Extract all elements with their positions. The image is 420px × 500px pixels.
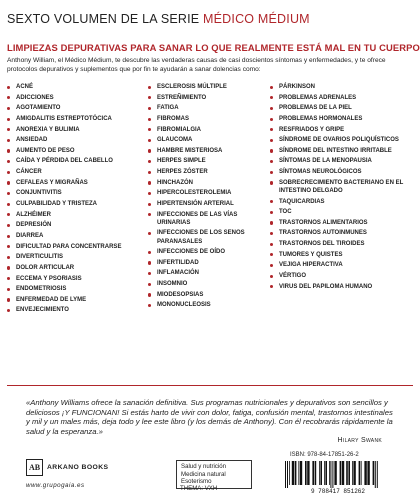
condition-item: SÍNTOMAS NEUROLÓGICOS (270, 168, 417, 176)
condition-item: GLAUCOMA (148, 136, 270, 144)
condition-item: DEPRESIÓN (7, 221, 148, 229)
condition-item: ESTREÑIMIENTO (148, 94, 270, 102)
testimonial-quote: «Anthony Williams ofrece la sanación definitiva. Sus programas nutricionales y depurativos son sencillos y deliciosos ¡Y FUNCIONAN! Si estás harto de vivir con dolor, fatiga, confusión mental, trastornos intestinales y mil y un males más, deja todo y lee este libro (y los demás de Anthony). Con él recobrarás rápidamente la salud y la esperanza.» (26, 398, 393, 436)
condition-item: AUMENTO DE PESO (7, 147, 148, 155)
condition-item: ENDOMETRIOSIS (7, 285, 148, 293)
condition-item: HINCHAZÓN (148, 179, 270, 187)
condition-item: TRASTORNOS AUTOINMUNES (270, 229, 417, 237)
series-prefix: SEXTO VOLUMEN DE LA SERIE (7, 12, 200, 26)
barcode-bar (312, 461, 314, 485)
condition-item: PÁRKINSON (270, 83, 417, 91)
barcode-bar (375, 461, 376, 488)
thema-code: THEMA: VXH (180, 485, 218, 492)
condition-item: TRASTORNOS DEL TIROIDES (270, 240, 417, 248)
condition-item: RESFRIADOS Y GRIPE (270, 126, 417, 134)
barcode-bar (352, 461, 353, 485)
category-item: Esoterismo (181, 478, 212, 486)
condition-item: CONJUNTIVITIS (7, 189, 148, 197)
category-item: Medicina natural (181, 470, 226, 478)
conditions-list (7, 83, 417, 317)
conditions-column-2 (148, 83, 270, 317)
condition-item: MIODESOPSIAS (148, 291, 270, 299)
barcode-bar (361, 461, 362, 485)
category-item: Salud y nutrición (181, 463, 227, 470)
condition-item: DIVERTICULITIS (7, 253, 148, 261)
barcode-bar (359, 461, 361, 485)
barcode-bar (292, 461, 294, 485)
condition-item: PROBLEMAS ADRENALES (270, 94, 417, 102)
barcode-bar (342, 461, 344, 485)
barcode-bar (319, 461, 320, 485)
condition-item: ESCLEROSIS MÚLTIPLE (148, 83, 270, 91)
barcode-bar (348, 461, 350, 485)
barcode-bar (320, 461, 322, 485)
barcode-digits: 9 788417 851262 (310, 488, 366, 494)
condition-item: TOC (270, 208, 417, 216)
condition-item: INFECCIONES DE LOS SENOS PARANASALES (148, 229, 270, 245)
condition-item: VIRUS DEL PAPILOMA HUMANO (270, 283, 417, 291)
condition-item: INFECCIONES DE OÍDO (148, 248, 270, 256)
barcode (279, 461, 397, 494)
barcode-bar (340, 461, 342, 485)
barcode-bar (367, 461, 369, 485)
barcode-bar (287, 461, 288, 488)
barcode-bar (330, 461, 331, 488)
quote-author: Hilary Swank (337, 437, 382, 444)
condition-item: HERPES SIMPLE (148, 157, 270, 165)
condition-item: DIARREA (7, 232, 148, 240)
headline: LIMPIEZAS DEPURATIVAS PARA SANAR LO QUE REALMENTE ESTÁ MAL EN TU CUERPO (7, 42, 420, 53)
condition-item: FIBROMIALGIA (148, 126, 270, 134)
condition-item: MONONUCLEOSIS (148, 301, 270, 309)
condition-item: CULPABILIDAD Y TRISTEZA (7, 200, 148, 208)
condition-item: AGOTAMIENTO (7, 104, 148, 112)
condition-item: CÁNCER (7, 168, 148, 176)
isbn-text: ISBN: 978-84-17851-26-2 (290, 452, 359, 458)
barcode-bar (329, 461, 330, 485)
condition-item: PROBLEMAS DE LA PIEL (270, 104, 417, 112)
condition-item: SÍNDROME DEL INTESTINO IRRITABLE (270, 147, 417, 155)
barcode-bar (300, 461, 302, 485)
divider-line (7, 385, 413, 386)
condition-item: TRASTORNOS ALIMENTARIOS (270, 219, 417, 227)
series-name: MÉDICO MÉDIUM (203, 12, 310, 26)
condition-item: SÍNTOMAS DE LA MENOPAUSIA (270, 157, 417, 165)
condition-item: ANOREXIA Y BULIMIA (7, 126, 148, 134)
publisher-website: www.grupogaia.es (26, 482, 85, 489)
condition-item: ANSIEDAD (7, 136, 148, 144)
condition-item: VÉRTIGO (270, 272, 417, 280)
condition-item: ADICCIONES (7, 94, 148, 102)
publisher-name: ARKANO BOOKS (47, 464, 109, 471)
publisher-logo (26, 459, 43, 476)
condition-item: TUMORES Y QUISTES (270, 251, 417, 259)
condition-item: DIFICULTAD PARA CONCENTRARSE (7, 243, 148, 251)
condition-item: FATIGA (148, 104, 270, 112)
condition-item: CEFALEAS Y MIGRAÑAS (7, 179, 148, 187)
barcode-bar (373, 461, 375, 485)
condition-item: ACNÉ (7, 83, 148, 91)
barcode-bar (305, 461, 307, 485)
condition-item: ENVEJECIMIENTO (7, 306, 148, 314)
barcode-bar (364, 461, 366, 485)
barcode-bar (285, 461, 286, 488)
barcode-bar (334, 461, 336, 485)
condition-item: TAQUICARDIAS (270, 198, 417, 206)
condition-item: INFERTILIDAD (148, 259, 270, 267)
conditions-column-1 (7, 83, 148, 317)
conditions-column-3 (270, 83, 417, 317)
intro-paragraph: Anthony William, el Médico Médium, te descubre las verdaderas causas de casi doscientos síntomas y enfermedades, y te ofrece protocolos depurativos y suplementos que por fin te ayudarán a sanar dolencias como: (7, 57, 386, 73)
condition-item: HERPES ZÓSTER (148, 168, 270, 176)
condition-item: CAÍDA Y PÉRDIDA DEL CABELLO (7, 157, 148, 165)
condition-item: ECCEMA Y PSORIASIS (7, 275, 148, 283)
condition-item: INFLAMACIÓN (148, 269, 270, 277)
condition-item: PROBLEMAS HORMONALES (270, 115, 417, 123)
condition-item: AMIGDALITIS ESTREPTOTÓCICA (7, 115, 148, 123)
condition-item: INSOMNIO (148, 280, 270, 288)
condition-item: HIPERTENSIÓN ARTERIAL (148, 200, 270, 208)
barcode-bar (325, 461, 327, 485)
barcode-bar (377, 461, 378, 488)
condition-item: FIBROMAS (148, 115, 270, 123)
barcode-bar (332, 461, 333, 488)
condition-item: SÍNDROME DE OVARIOS POLIQUÍSTICOS (270, 136, 417, 144)
condition-item: VEJIGA HIPERACTIVA (270, 261, 417, 269)
barcode-bar (295, 461, 297, 485)
condition-item: INFECCIONES DE LAS VÍAS URINARIAS (148, 211, 270, 227)
condition-item: HAMBRE MISTERIOSA (148, 147, 270, 155)
barcode-bar (298, 461, 299, 485)
publisher-logo-letters: AB (28, 463, 41, 472)
barcode-bar (315, 461, 317, 485)
condition-item: ENFERMEDAD DE LYME (7, 296, 148, 304)
condition-item: SOBRECRECIMIENTO BACTERIANO EN EL INTESTINO DELGADO (270, 179, 417, 195)
condition-item: DOLOR ARTICULAR (7, 264, 148, 272)
barcode-bar (289, 461, 290, 485)
series-line (7, 12, 310, 26)
barcode-bar (353, 461, 355, 485)
barcode-bar (346, 461, 348, 485)
condition-item: HIPERCOLESTEROLEMIA (148, 189, 270, 197)
barcode-bar (307, 461, 309, 485)
barcode-bar (324, 461, 325, 485)
condition-item: ALZHÉIMER (7, 211, 148, 219)
